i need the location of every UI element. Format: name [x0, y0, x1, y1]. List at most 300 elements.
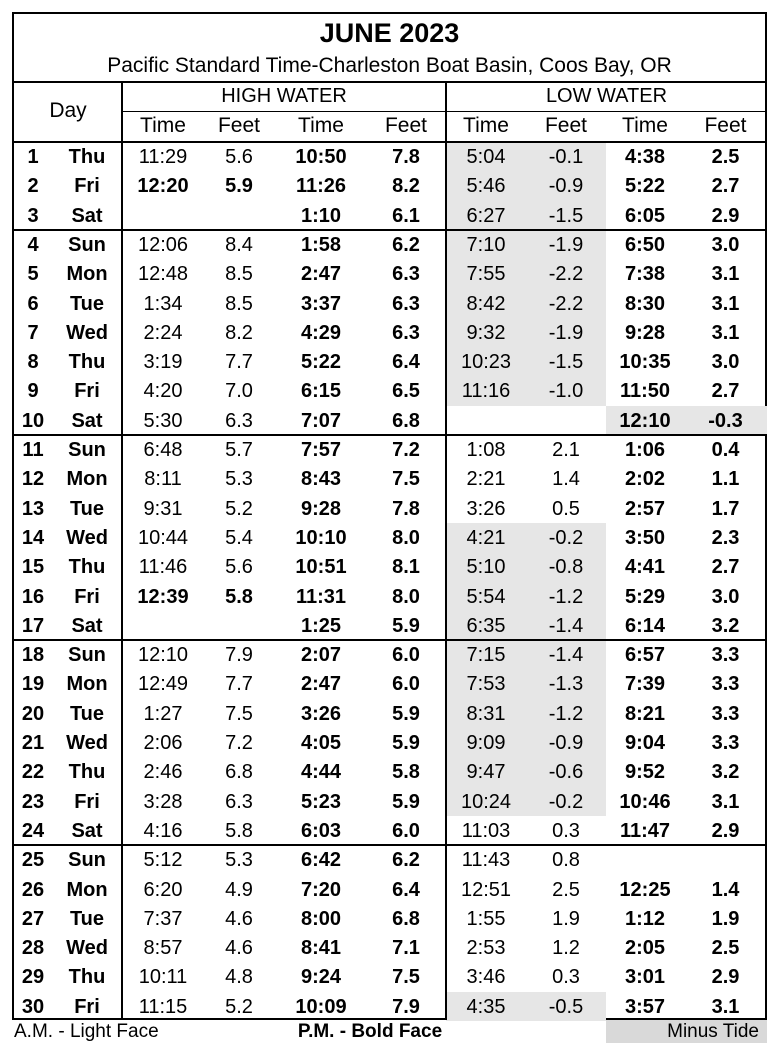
cell-dow: Sun: [68, 439, 106, 461]
cell-num: 14: [21, 526, 45, 549]
time-header: Time: [298, 114, 344, 137]
cell-l2t: 10:35: [619, 351, 671, 374]
cell-h1f: 6.3: [225, 409, 253, 432]
cell-dow: Fri: [74, 380, 100, 403]
cell-l2f: 2.5: [711, 937, 740, 960]
cell-num: 12: [21, 468, 45, 491]
cell-h1t: 8:57: [143, 937, 183, 960]
cell-h2f: 6.3: [392, 263, 420, 286]
divider-high-low: [445, 81, 447, 1020]
cell-h2f: 6.5: [392, 380, 420, 403]
cell-h1f: 5.7: [225, 439, 253, 461]
cell-l1f: 1.9: [552, 907, 580, 930]
cell-l1t: 3:26: [466, 497, 506, 520]
cell-l2t: 8:30: [624, 292, 666, 315]
cell-dow: Thu: [68, 761, 106, 784]
cell-l1f: 2.5: [552, 878, 580, 901]
cell-l2f: 3.3: [711, 702, 740, 725]
cell-l1f: -1.2: [548, 702, 584, 725]
cell-dow: Mon: [66, 673, 108, 696]
cell-h1t: 10:44: [137, 526, 189, 549]
cell-l2f: 3.2: [711, 761, 740, 784]
cell-h2f: 5.9: [392, 614, 420, 637]
cell-l1f: 1.4: [552, 468, 580, 491]
cell-num: 24: [21, 819, 45, 842]
cell-h1f: 8.5: [225, 292, 253, 315]
cell-l1f: -1.4: [548, 614, 584, 637]
cell-num: 17: [21, 614, 45, 637]
cell-l1t: 11:43: [461, 849, 511, 872]
cell-l2f: 3.1: [711, 995, 740, 1018]
cell-dow: Tue: [69, 907, 105, 930]
cell-l1t: 5:54: [466, 585, 506, 608]
divider-header: [14, 141, 767, 143]
cell-l1f: -1.2: [548, 585, 584, 608]
legend-pm: P.M. - Bold Face: [297, 1021, 443, 1042]
cell-dow: Sun: [68, 644, 106, 667]
cell-l2f: 2.3: [711, 526, 740, 549]
cell-h1f: 5.6: [225, 556, 253, 579]
cell-l2t: 6:14: [624, 614, 666, 637]
cell-h2f: 8.0: [392, 526, 420, 549]
cell-l1t: 4:35: [466, 995, 506, 1018]
cell-l2t: 4:38: [624, 146, 666, 168]
cell-num: 21: [21, 732, 45, 754]
cell-h1f: 4.6: [225, 937, 253, 960]
cell-l1f: -1.5: [548, 204, 584, 227]
cell-num: 19: [21, 673, 45, 696]
cell-l2t: 5:22: [624, 175, 666, 198]
cell-l2t: 9:28: [624, 321, 666, 344]
cell-h2t: 5:22: [300, 351, 342, 374]
cell-num: 2: [27, 175, 39, 198]
cell-l1t: 12:51: [460, 878, 512, 901]
cell-l2t: 2:02: [624, 468, 666, 491]
cell-l2t: 3:50: [624, 526, 666, 549]
cell-h2t: 8:00: [300, 907, 342, 930]
cell-h2t: 7:07: [300, 409, 342, 432]
cell-h2t: 9:24: [300, 966, 342, 989]
cell-l2t: 6:50: [624, 233, 666, 256]
cell-l1t: 9:09: [466, 732, 506, 754]
cell-h2f: 7.2: [392, 439, 420, 461]
cell-num: 18: [21, 644, 45, 667]
cell-h2t: 3:37: [300, 292, 342, 315]
cell-h2t: 10:10: [295, 526, 347, 549]
day-header: Day: [49, 99, 87, 122]
cell-l2f: 2.9: [711, 966, 740, 989]
cell-num: 11: [22, 439, 44, 461]
cell-h2t: 6:42: [300, 849, 342, 872]
cell-h2f: 7.8: [392, 497, 420, 520]
cell-l2t: 7:38: [624, 263, 666, 286]
cell-num: 6: [27, 292, 39, 315]
cell-num: 8: [27, 351, 39, 374]
cell-h2f: 6.3: [392, 321, 420, 344]
cell-l2f: 1.9: [711, 907, 740, 930]
legend-minus-tide: Minus Tide: [606, 1020, 767, 1043]
cell-h1t: 11:46: [138, 556, 188, 579]
cell-l1t: 1:55: [466, 907, 506, 930]
cell-h1t: 12:06: [137, 233, 189, 256]
cell-h2t: 8:43: [300, 468, 342, 491]
cell-dow: Sat: [71, 204, 103, 227]
cell-l1t: 9:47: [466, 761, 506, 784]
cell-l1f: -0.8: [548, 556, 584, 579]
cell-num: 27: [21, 907, 45, 930]
cell-l2t: 11:50: [619, 380, 671, 403]
cell-num: 4: [27, 233, 39, 256]
cell-h2t: 3:26: [300, 702, 342, 725]
cell-h1f: 8.5: [225, 263, 253, 286]
cell-h1t: 6:20: [143, 878, 183, 901]
cell-h1t: 3:19: [143, 351, 183, 374]
cell-h1f: 4.6: [225, 907, 253, 930]
cell-l2f: 2.9: [711, 204, 740, 227]
cell-h2f: 7.1: [392, 937, 420, 960]
cell-l2t: 6:05: [624, 204, 666, 227]
cell-l1f: -1.9: [548, 233, 584, 256]
cell-h1t: 12:39: [137, 585, 189, 608]
cell-h1t: [122, 202, 204, 231]
cell-l1t: 11:03: [461, 819, 511, 842]
cell-dow: Fri: [74, 175, 100, 198]
cell-l1f: -1.9: [548, 321, 584, 344]
cell-l1f: [526, 407, 606, 436]
cell-l1t: [446, 407, 526, 436]
cell-h1t: 1:27: [143, 702, 183, 725]
cell-h2t: 8:41: [300, 937, 342, 960]
cell-h1f: [204, 612, 274, 641]
cell-l1t: 4:21: [466, 526, 506, 549]
cell-l1f: -1.4: [548, 644, 584, 667]
cell-l1t: 6:27: [466, 204, 506, 227]
cell-h1f: 8.2: [225, 321, 253, 344]
cell-l2f: 3.1: [711, 292, 740, 315]
divider-week: [14, 434, 767, 436]
cell-l1t: 7:15: [466, 644, 506, 667]
cell-l2t: 2:05: [624, 937, 666, 960]
cell-l1f: -0.2: [548, 526, 584, 549]
cell-num: 22: [21, 761, 45, 784]
feet-header: Feet: [704, 114, 747, 137]
cell-h1t: 8:11: [144, 468, 182, 491]
cell-h2f: 7.5: [392, 468, 420, 491]
cell-h2t: 7:20: [300, 878, 342, 901]
page-title: JUNE 2023: [319, 18, 460, 48]
cell-h1f: 7.0: [225, 380, 253, 403]
cell-num: 10: [21, 409, 45, 432]
cell-l2f: [684, 846, 767, 875]
divider-day: [121, 81, 123, 1020]
cell-h1f: 5.8: [225, 585, 253, 608]
cell-dow: Wed: [66, 321, 108, 344]
cell-dow: Tue: [69, 497, 105, 520]
feet-header: Feet: [217, 114, 261, 137]
cell-h1t: 3:28: [143, 790, 183, 813]
cell-num: 28: [21, 937, 45, 960]
cell-h1t: 11:29: [138, 146, 188, 168]
time-header: Time: [463, 114, 509, 137]
cell-h2f: 7.8: [392, 146, 420, 168]
cell-l1f: 0.3: [552, 966, 580, 989]
cell-dow: Fri: [74, 585, 100, 608]
cell-l1f: -2.2: [548, 263, 584, 286]
time-header: Time: [622, 114, 668, 137]
cell-l2f: 2.9: [711, 819, 740, 842]
cell-h2f: 6.8: [392, 907, 420, 930]
low-water-header: LOW WATER: [545, 85, 668, 107]
cell-l1t: 10:23: [460, 351, 512, 374]
cell-dow: Fri: [74, 790, 100, 813]
cell-l2t: 7:39: [624, 673, 666, 696]
cell-h1t: 1:34: [143, 292, 183, 315]
divider-week: [14, 639, 767, 641]
cell-l1t: 2:21: [466, 468, 506, 491]
cell-h1f: 5.8: [225, 819, 253, 842]
cell-h2f: 6.0: [392, 644, 420, 667]
cell-dow: Thu: [68, 146, 106, 168]
cell-l1t: 10:24: [460, 790, 512, 813]
cell-l2f: 2.5: [711, 146, 740, 168]
cell-h2f: 8.1: [392, 556, 420, 579]
cell-num: 20: [21, 702, 45, 725]
cell-h2f: 6.2: [392, 233, 420, 256]
cell-num: 5: [27, 263, 39, 286]
cell-num: 3: [27, 204, 39, 227]
cell-h1f: 8.4: [225, 233, 253, 256]
cell-l1t: 7:55: [466, 263, 506, 286]
cell-dow: Fri: [74, 995, 100, 1018]
cell-h1t: 4:16: [143, 819, 183, 842]
cell-l1t: 5:10: [466, 556, 506, 579]
cell-num: 15: [21, 556, 45, 579]
cell-l1t: 1:08: [466, 439, 506, 461]
cell-l2t: 9:52: [624, 761, 666, 784]
cell-h2t: 1:10: [300, 204, 342, 227]
cell-h1f: 6.3: [225, 790, 253, 813]
cell-h1t: 10:11: [138, 966, 188, 989]
cell-h1f: 5.2: [225, 497, 253, 520]
cell-h2t: 1:25: [300, 614, 342, 637]
cell-h2t: 10:50: [295, 146, 347, 168]
cell-l2t: 1:06: [624, 439, 666, 461]
cell-l1t: 11:16: [461, 380, 511, 403]
cell-l1t: 7:10: [466, 233, 506, 256]
cell-l1t: 3:46: [466, 966, 506, 989]
cell-l2f: 3.0: [711, 233, 740, 256]
cell-dow: Mon: [66, 263, 108, 286]
cell-h2f: 5.8: [392, 761, 420, 784]
cell-h2f: 6.4: [392, 878, 420, 901]
cell-h2t: 6:15: [300, 380, 342, 403]
cell-l2t: 1:12: [624, 907, 666, 930]
cell-l2t: 12:10: [619, 409, 671, 432]
cell-dow: Thu: [68, 966, 106, 989]
cell-l2f: 1.4: [711, 878, 740, 901]
cell-h1f: 5.9: [225, 175, 253, 198]
cell-h1f: 4.8: [225, 966, 253, 989]
cell-l1t: 8:42: [466, 292, 506, 315]
cell-l2f: 1.7: [711, 497, 740, 520]
cell-l2f: 2.7: [711, 175, 740, 198]
cell-h1t: [122, 612, 204, 641]
cell-h1t: 12:10: [137, 644, 189, 667]
cell-h2f: 5.9: [392, 732, 420, 754]
cell-l2f: 2.7: [711, 380, 740, 403]
cell-h1t: 2:46: [143, 761, 183, 784]
cell-l1f: -0.9: [548, 175, 584, 198]
cell-num: 9: [27, 380, 39, 403]
cell-h2f: 6.3: [392, 292, 420, 315]
cell-h1f: 5.2: [225, 995, 253, 1018]
cell-dow: Sun: [68, 849, 106, 872]
cell-h1f: 7.2: [225, 732, 253, 754]
cell-h1t: 5:12: [143, 849, 183, 872]
cell-h2t: 2:07: [300, 644, 342, 667]
cell-l1t: 2:53: [466, 937, 506, 960]
cell-l1f: -1.5: [548, 351, 584, 374]
cell-h2t: 7:57: [300, 439, 342, 461]
cell-l2t: 12:25: [619, 878, 671, 901]
cell-l2t: [606, 846, 684, 875]
cell-l1t: 7:53: [466, 673, 506, 696]
cell-h1t: 12:20: [137, 175, 189, 198]
cell-l2f: 3.2: [711, 614, 740, 637]
divider-title: [14, 81, 767, 83]
cell-dow: Sun: [68, 233, 106, 256]
cell-h1f: 6.8: [225, 761, 253, 784]
cell-l2t: 8:21: [624, 702, 666, 725]
cell-l1f: 0.5: [552, 497, 580, 520]
cell-dow: Tue: [69, 292, 105, 315]
cell-h2t: 4:44: [300, 761, 342, 784]
cell-h1f: 7.7: [225, 351, 253, 374]
cell-dow: Mon: [66, 468, 108, 491]
cell-l2f: 1.1: [711, 468, 740, 491]
cell-h1t: 11:15: [138, 995, 188, 1018]
cell-l1f: -1.0: [548, 380, 584, 403]
cell-l2t: 3:01: [624, 966, 666, 989]
cell-h2t: 10:09: [295, 995, 347, 1018]
cell-l1f: 0.8: [552, 849, 580, 872]
cell-l2f: 3.3: [711, 732, 740, 754]
cell-h2f: 5.9: [392, 702, 420, 725]
time-header: Time: [140, 114, 186, 137]
cell-l2t: 5:29: [624, 585, 666, 608]
cell-h1f: 7.7: [225, 673, 253, 696]
cell-h1t: 2:24: [143, 321, 183, 344]
cell-h2t: 5:23: [300, 790, 342, 813]
cell-h2f: 8.2: [392, 175, 420, 198]
cell-num: 16: [21, 585, 45, 608]
cell-l2f: 3.0: [711, 351, 740, 374]
cell-h2f: 5.9: [392, 790, 420, 813]
cell-dow: Tue: [69, 702, 105, 725]
cell-l1t: 5:46: [466, 175, 506, 198]
cell-l2t: 11:47: [619, 819, 671, 842]
cell-num: 7: [27, 321, 39, 344]
cell-h2t: 4:05: [300, 732, 342, 754]
cell-h2t: 11:31: [295, 585, 347, 608]
cell-h2f: 6.2: [392, 849, 420, 872]
cell-dow: Mon: [66, 878, 108, 901]
cell-dow: Wed: [66, 526, 108, 549]
cell-dow: Wed: [66, 937, 108, 960]
cell-h1t: 4:20: [143, 380, 183, 403]
cell-h2t: 6:03: [300, 819, 342, 842]
cell-l2f: 3.3: [711, 644, 740, 667]
cell-h1f: 5.3: [225, 468, 253, 491]
cell-l1f: -0.1: [548, 146, 584, 168]
cell-l2f: 2.7: [711, 556, 740, 579]
cell-l1f: 2.1: [552, 439, 580, 461]
tide-table: [12, 12, 767, 1020]
cell-h2t: 4:29: [300, 321, 342, 344]
cell-l1f: -2.2: [548, 292, 584, 315]
cell-num: 13: [21, 497, 45, 520]
cell-l1f: 0.3: [552, 819, 580, 842]
cell-h2f: 6.0: [392, 673, 420, 696]
cell-h2t: 11:26: [295, 175, 347, 198]
cell-dow: Thu: [68, 556, 106, 579]
cell-l1t: 9:32: [466, 321, 506, 344]
cell-l2t: 9:04: [624, 732, 666, 754]
cell-h1t: 12:48: [137, 263, 189, 286]
cell-l2f: 3.1: [711, 790, 740, 813]
high-water-header: HIGH WATER: [221, 85, 347, 107]
cell-l1f: -0.5: [548, 995, 584, 1018]
cell-h2t: 9:28: [300, 497, 342, 520]
cell-h1f: 7.5: [225, 702, 253, 725]
cell-h1f: 5.3: [225, 849, 253, 872]
cell-num: 23: [21, 790, 45, 813]
cell-h1f: 5.6: [225, 146, 253, 168]
cell-h2f: 6.1: [392, 204, 420, 227]
cell-num: 26: [21, 878, 45, 901]
cell-num: 29: [21, 966, 45, 989]
cell-h2t: 10:51: [295, 556, 347, 579]
cell-h1t: 12:49: [137, 673, 189, 696]
cell-h1t: 9:31: [143, 497, 183, 520]
cell-l1f: 1.2: [552, 937, 580, 960]
cell-dow: Wed: [66, 732, 108, 754]
cell-h1t: 6:48: [143, 439, 183, 461]
cell-l1f: -1.3: [548, 673, 584, 696]
cell-dow: Sat: [71, 409, 103, 432]
cell-num: 25: [21, 849, 45, 872]
cell-h1f: 7.9: [225, 644, 253, 667]
cell-l2t: 2:57: [624, 497, 666, 520]
cell-l1f: -0.2: [548, 790, 584, 813]
cell-h2f: 6.4: [392, 351, 420, 374]
cell-h2f: 6.8: [392, 409, 420, 432]
cell-l1t: 5:04: [466, 146, 506, 168]
cell-l2t: 4:41: [624, 556, 666, 579]
cell-l2f: 3.3: [711, 673, 740, 696]
cell-l1t: 8:31: [466, 702, 506, 725]
cell-l2t: 10:46: [619, 790, 671, 813]
cell-h1f: 5.4: [225, 526, 253, 549]
cell-h1f: 4.9: [225, 878, 253, 901]
cell-l2t: 6:57: [624, 644, 666, 667]
cell-num: 1: [27, 146, 39, 168]
cell-l2f: -0.3: [708, 409, 743, 432]
cell-h2t: 2:47: [300, 673, 342, 696]
cell-h2t: 1:58: [300, 233, 342, 256]
cell-h2f: 7.5: [392, 966, 420, 989]
cell-h1t: 2:06: [143, 732, 183, 754]
